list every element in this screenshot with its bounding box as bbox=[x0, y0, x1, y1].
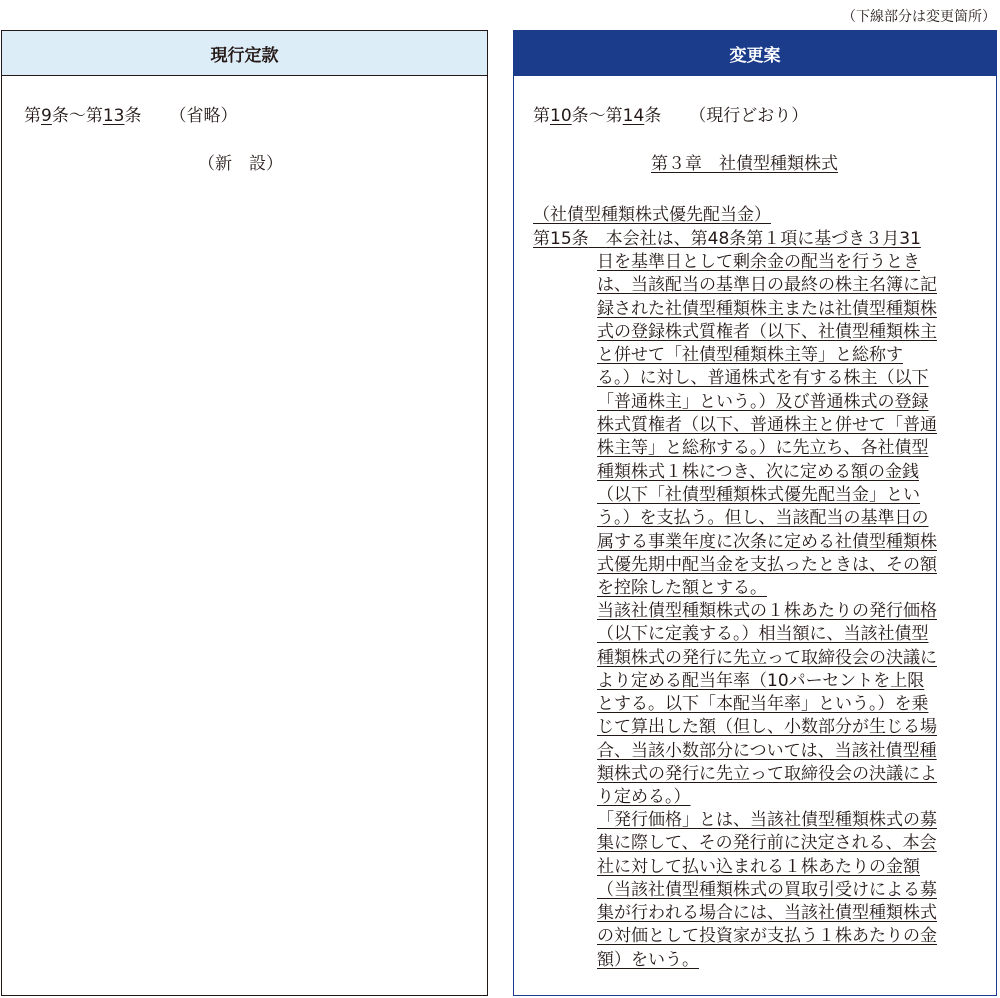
text-line: り定める。） bbox=[597, 787, 691, 808]
text-line: 株主等」と総称する。）に先立ち、各社債型 bbox=[597, 438, 929, 459]
proposed-articles-header: 変更案 bbox=[514, 31, 996, 76]
current-articles-panel bbox=[1, 30, 488, 996]
text-line: （以下「社債型種類株式優先配当金」とい bbox=[597, 484, 920, 505]
text-line: る。）に対し、普通株式を有する株主（以下 bbox=[597, 368, 929, 389]
article-start-number: 10 bbox=[550, 106, 572, 126]
article-start-number: 9 bbox=[41, 106, 52, 126]
article-15-first-line bbox=[533, 228, 921, 250]
text-line: 日を基準日として剰余金の配当を行うとき bbox=[597, 252, 920, 272]
text-line: 類株式の発行に先立って取締役会の決議によ bbox=[597, 764, 937, 785]
article-end-number: 14 bbox=[622, 106, 645, 126]
article-range-mid: 条～第 bbox=[51, 106, 103, 126]
chapter-heading: 第３章 社債型種類株式 bbox=[651, 154, 838, 174]
text-line: より定める配当年率（10パーセントを上限 bbox=[597, 670, 925, 691]
article-prefix: 第 bbox=[533, 106, 550, 126]
text-line: と併せて「社債型種類株主等」と総称す bbox=[597, 345, 903, 366]
text-line: とする。以下「本配当年率」という。）を乗 bbox=[597, 694, 929, 715]
article-15-paragraph-1 bbox=[597, 251, 979, 600]
text-line: 種類株式の発行に先立って取締役会の決議に bbox=[597, 647, 937, 668]
article-suffix: 条 bbox=[644, 106, 662, 126]
current-articles-header: 現行定款 bbox=[2, 31, 487, 76]
article-15-opening: 本会社は、第48条第１項に基づき３月31 bbox=[605, 229, 921, 249]
article-caption: （社債型種類株式優先配当金） bbox=[533, 205, 771, 225]
text-line: う。）を支払う。但し、当該配当の基準日の bbox=[597, 508, 929, 529]
text-line: 「普通株主」という。）及び普通株式の登録 bbox=[597, 391, 929, 412]
article-15-label: 第15条 bbox=[533, 229, 589, 249]
text-line: 額）をいう。 bbox=[597, 949, 699, 970]
text-line: 式優先期中配当金を支払ったときは、その額 bbox=[597, 554, 937, 575]
article-range-mid: 条～第 bbox=[571, 106, 623, 126]
article-end-number: 13 bbox=[102, 106, 125, 126]
text-line: の対価として投資家が支払う１株あたりの金 bbox=[597, 926, 937, 947]
article-15-paragraph-2 bbox=[597, 600, 979, 810]
text-line: 集が行われる場合には、当該社債型種類株式 bbox=[597, 903, 937, 924]
text-line: 社に対して払い込まれる１株あたりの金額 bbox=[597, 856, 920, 877]
text-line: 当該社債型種類株式の１株あたりの発行価格 bbox=[597, 601, 937, 621]
text-line: 属する事業年度に次条に定める社債型種類株 bbox=[597, 531, 937, 552]
text-line: 集に際して、その発行前に決定される、本会 bbox=[597, 833, 937, 854]
article-suffix: 条 bbox=[124, 106, 142, 126]
text-line: 式の登録株式質権者（以下、社債型種類株主 bbox=[597, 321, 937, 342]
omitted-remark: （省略） bbox=[169, 106, 238, 126]
article-prefix: 第 bbox=[24, 106, 41, 126]
text-line: 株式質権者（以下、普通株主と併せて「普通 bbox=[597, 415, 937, 436]
proposed-articles-panel bbox=[513, 30, 997, 996]
text-line: （以下に定義する。）相当額に、当該社債型 bbox=[597, 624, 929, 645]
text-line: （当該社債型種類株式の買取引受けによる募 bbox=[597, 879, 937, 900]
text-line: は、当該配当の基準日の最終の株主名簿に記 bbox=[597, 275, 937, 296]
unchanged-remark: （現行どおり） bbox=[689, 106, 809, 126]
new-provision-label: （新 設） bbox=[198, 154, 283, 174]
current-articles-range bbox=[24, 105, 237, 127]
text-line: 「発行価格」とは、当該社債型種類株式の募 bbox=[597, 810, 937, 830]
text-line: 合、当該小数部分については、当該社債型種 bbox=[597, 740, 937, 761]
proposed-articles-range bbox=[533, 105, 808, 127]
text-line: じて算出した額（但し、小数部分が生じる場 bbox=[597, 717, 937, 738]
text-line: 種類株式１株につき、次に定める額の金銭 bbox=[597, 461, 919, 482]
text-line: 録された社債型種類株主または社債型種類株 bbox=[597, 298, 937, 319]
change-note: （下線部分は変更箇所） bbox=[842, 9, 996, 25]
text-line: を控除した額とする。 bbox=[597, 578, 767, 599]
article-15-paragraph-3 bbox=[597, 809, 979, 972]
